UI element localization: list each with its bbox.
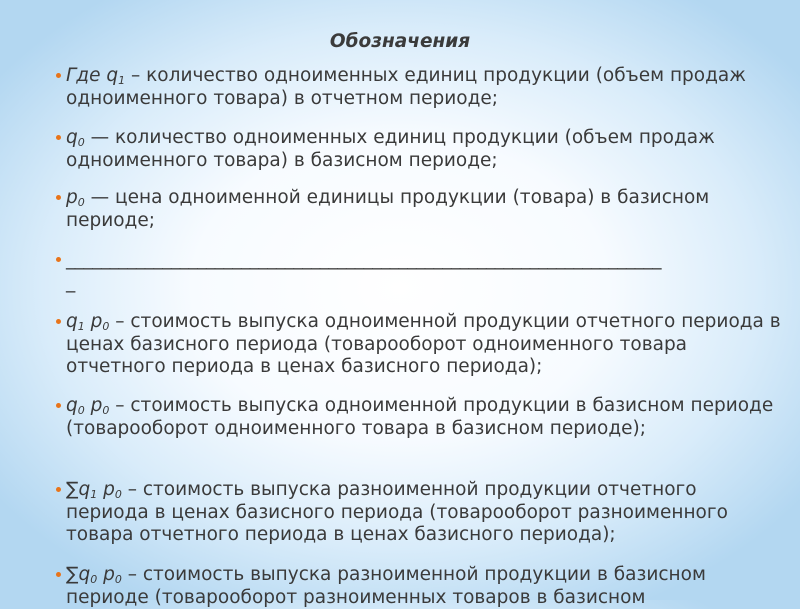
bullet-icon <box>56 403 61 408</box>
definition-sum-q0p0: $\sum q_0$ $p_0$ – стоимость выпуска разноименной продукции в базисном периоде (товарооборот разноименных товаров в базисном <box>56 564 784 609</box>
bullet-icon <box>56 73 61 78</box>
definition-q1p0: $q_1$ $p_0$ – стоимость выпуска одноименной продукции отчетного периода в ценах базисного периода (товарооборот одноименного товара отчетного периода в ценах базисного периода); <box>56 311 784 379</box>
definition-q1: Где $q_1$ – количество одноименных единиц продукции (объем продаж одноименного товара) в отчетном периоде; <box>56 65 784 110</box>
definition-sum-q1p0: $\sum q_1$ $p_0$ – стоимость выпуска разноименной продукции отчетного периода в ценах базисного периода (товарооборот разноименного товара отчетного периода в ценах базисного периода); <box>56 479 784 547</box>
definition-q0: $q_0$ — количество одноименных единиц продукции (объем продаж одноименного товара) в базисном периоде; <box>56 127 784 172</box>
bullet-icon <box>56 195 61 200</box>
bullet-icon <box>56 319 61 324</box>
bullet-icon <box>56 135 61 140</box>
definition-q0p0: $q_0$ $p_0$ – стоимость выпуска одноименной продукции в базисном периоде (товарооборот одноименного товара в базисном периоде); <box>56 395 784 440</box>
bullet-icon <box>56 572 61 577</box>
slide-title: Обозначения <box>329 31 471 52</box>
separator-line: ____________________________________________________________________ _ <box>56 249 784 294</box>
definition-p0: $p_0$ — цена одноименной единицы продукции (товара) в базисном периоде; <box>56 187 784 232</box>
bullet-icon <box>56 257 61 262</box>
bullet-icon <box>56 487 61 492</box>
